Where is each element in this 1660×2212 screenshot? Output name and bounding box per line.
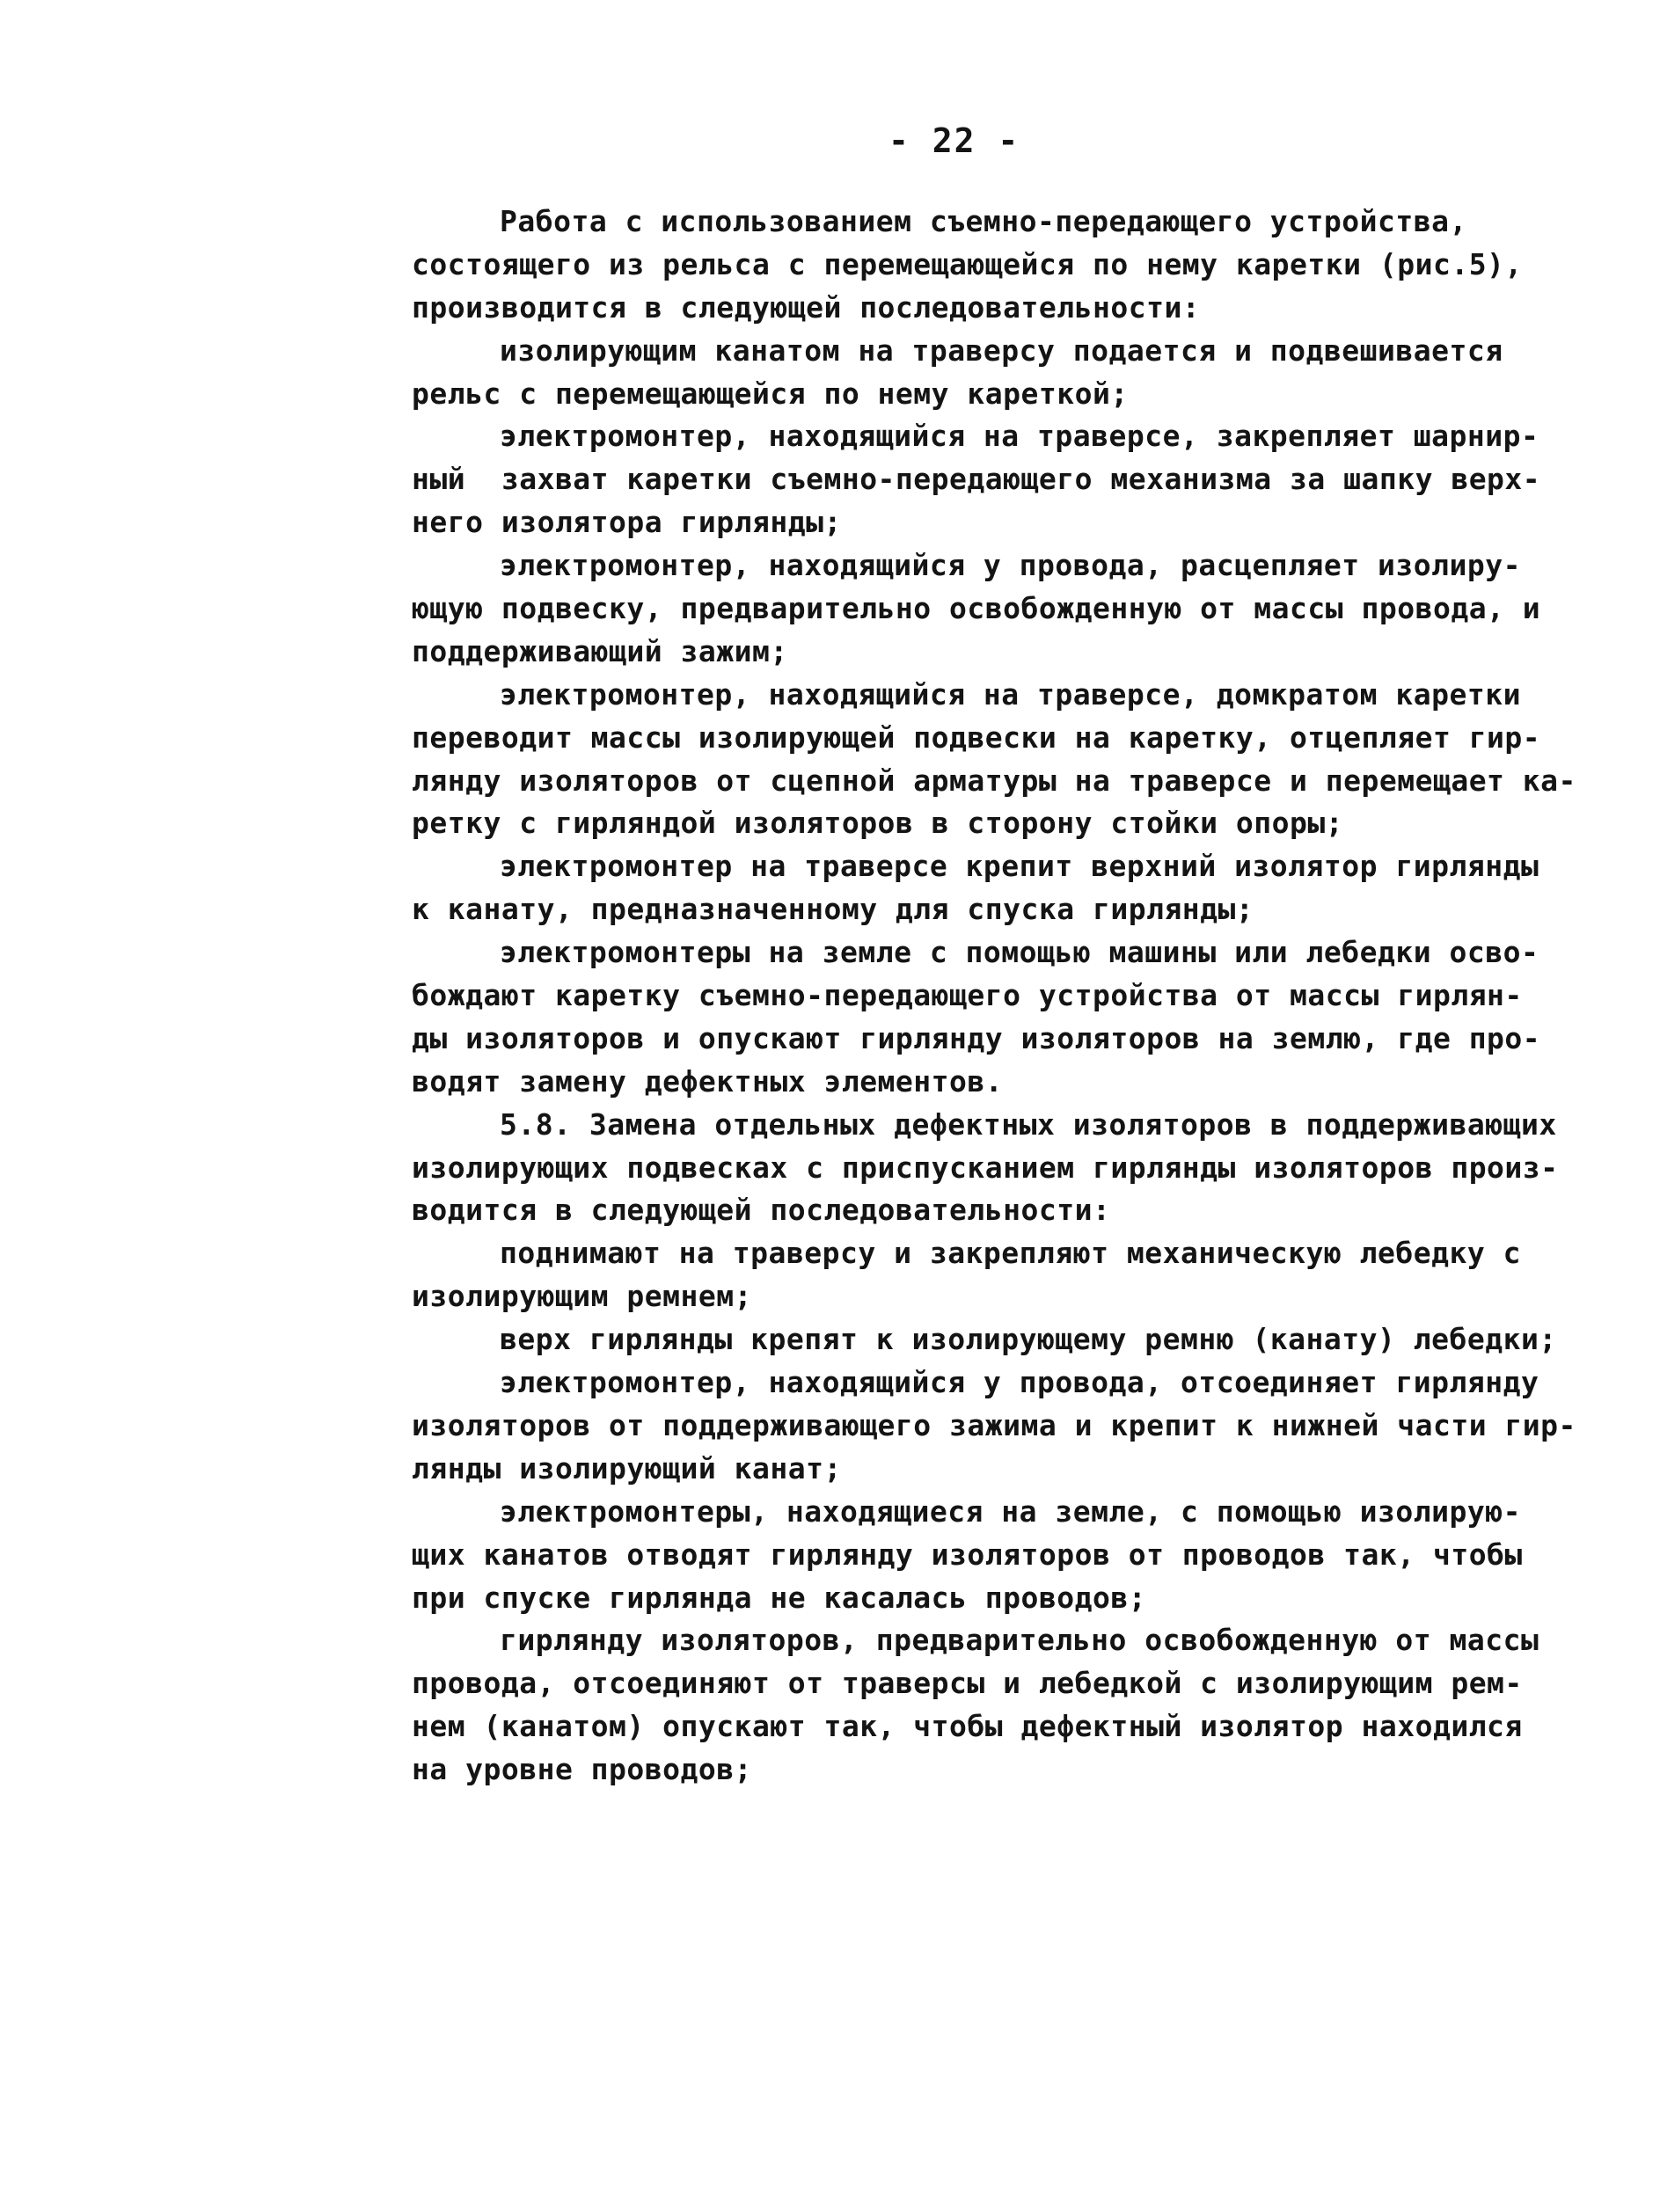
text-line: к канату, предназначенному для спуска гирлянды; <box>412 892 1254 927</box>
text-line: водят замену дефектных элементов. <box>412 1063 1004 1099</box>
text-line: состоящего из рельса с перемещающейся по нему каретки (рис.5), <box>412 246 1523 281</box>
text-line: изолирующих подвесках с приспусканием гирлянды изоляторов произ- <box>412 1150 1559 1185</box>
text-line: ющую подвеску, предварительно освобожденную от массы провода, и <box>412 591 1541 626</box>
text-line: ный захват каретки съемно-передающего механизма за шапку верх- <box>412 462 1541 497</box>
text-line: бождают каретку съемно-передающего устройства от массы гирлян- <box>412 978 1523 1013</box>
text-line: Работа с использованием съемно-передающего устройства, <box>500 204 1467 238</box>
text-line: гирлянду изоляторов, предварительно освобожденную от массы <box>500 1623 1539 1658</box>
text-line: лянды изолирующий канат; <box>412 1450 842 1486</box>
text-line: поддерживающий зажим; <box>412 633 788 668</box>
text-line: электромонтер, находящийся на траверсе, закрепляет шарнир- <box>500 419 1539 454</box>
text-line: изоляторов от поддерживающего зажима и крепит к нижней части гир- <box>412 1407 1576 1442</box>
text-line: провода, отсоединяют от траверсы и лебедкой с изолирующим рем- <box>412 1666 1523 1701</box>
text-line: производится в следующей последовательности: <box>412 289 1201 325</box>
text-line: лянду изоляторов от сцепной арматуры на траверсе и перемещает ка- <box>412 763 1576 798</box>
text-line: нем (канатом) опускают так, чтобы дефектный изолятор находился <box>412 1709 1523 1744</box>
text-line: ретку с гирляндой изоляторов в сторону стойки опоры; <box>412 806 1344 841</box>
text-line: изолирующим канатом на траверсу подается и подвешивается <box>500 332 1503 368</box>
text-line: электромонтер, находящийся у провода, отсоединяет гирлянду <box>500 1365 1539 1400</box>
text-line: верх гирлянды крепят к изолирующему ремню (канату) лебедки; <box>500 1322 1557 1357</box>
text-line: 5.8. Замена отдельных дефектных изоляторов в поддерживающих <box>500 1106 1557 1142</box>
text-line: поднимают на траверсу и закрепляют механическую лебедку с <box>500 1236 1521 1271</box>
text-line: электромонтер, находящийся на траверсе, домкратом каретки <box>500 676 1521 712</box>
text-line: электромонтер на траверсе крепит верхний изолятор гирлянды <box>500 849 1539 884</box>
page-number: - 22 - <box>889 121 1020 160</box>
text-line: изолирующим ремнем; <box>412 1279 752 1314</box>
text-line: переводит массы изолирующей подвески на каретку, отцепляет гир- <box>412 719 1541 755</box>
text-line: него изолятора гирлянды; <box>412 505 842 540</box>
text-line: рельс с перемещающейся по нему кареткой; <box>412 376 1129 411</box>
body-text <box>412 201 1576 1792</box>
text-line: щих канатов отводят гирлянду изоляторов от проводов так, чтобы <box>412 1537 1523 1572</box>
text-line: электромонтеры на земле с помощью машины или лебедки осво- <box>500 935 1539 970</box>
text-line: электромонтеры, находящиеся на земле, с помощью изолирую- <box>500 1493 1521 1529</box>
text-line: водится в следующей последовательности: <box>412 1193 1111 1228</box>
text-line: при спуске гирлянда не касалась проводов; <box>412 1580 1147 1615</box>
text-line: ды изоляторов и опускают гирлянду изоляторов на землю, где про- <box>412 1020 1541 1055</box>
text-line: электромонтер, находящийся у провода, расцепляет изолиру- <box>500 548 1521 583</box>
text-line: на уровне проводов; <box>412 1752 752 1787</box>
